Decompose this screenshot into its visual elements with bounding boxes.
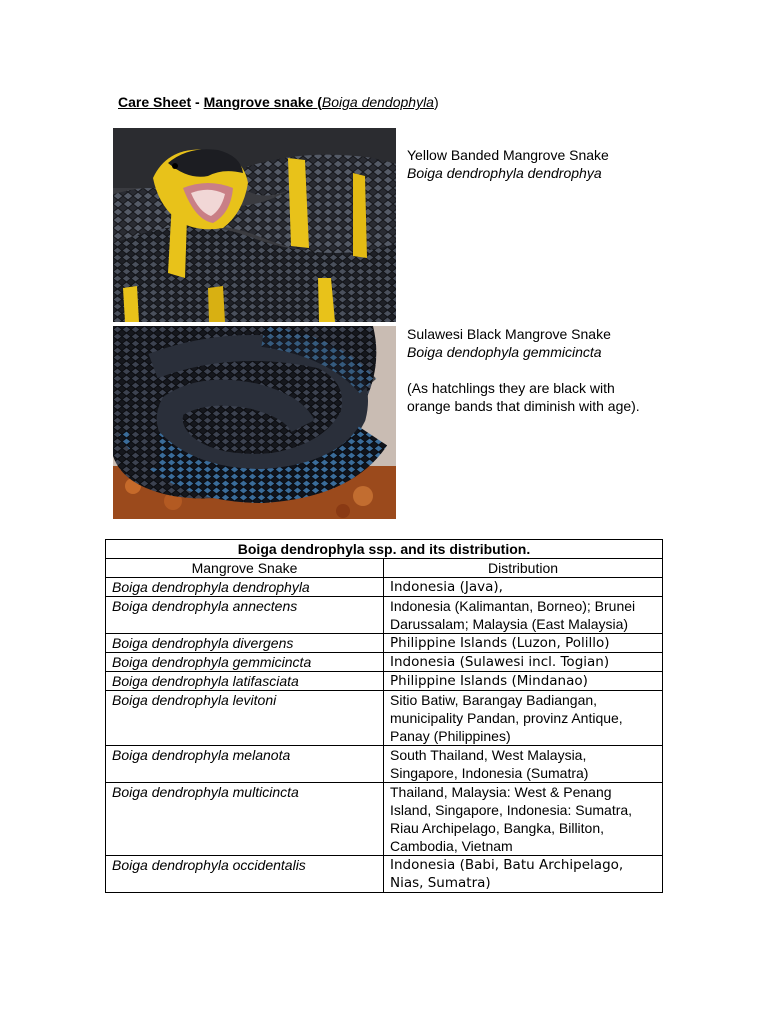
- table-row: [106, 783, 663, 856]
- caption-yellow-banded: [407, 146, 609, 182]
- yellow-banded-snake-photo: [113, 128, 396, 322]
- column-header-species: Mangrove Snake: [106, 559, 384, 578]
- table-row: [106, 746, 663, 783]
- table-row: [106, 653, 663, 672]
- distribution-cell: South Thailand, West Malaysia, Singapore, Indonesia (Sumatra): [384, 746, 663, 783]
- distribution-cell: Indonesia (Babi, Batu Archipelago, Nias, Sumatra): [384, 856, 663, 893]
- table-row: [106, 634, 663, 653]
- black-mangrove-snake-photo: [113, 326, 396, 519]
- table-row: [106, 672, 663, 691]
- scientific-name: Boiga dendrophyla dendrophya: [407, 165, 602, 181]
- species-cell: Boiga dendrophyla occidentalis: [106, 856, 384, 893]
- common-name: Sulawesi Black Mangrove Snake: [407, 326, 611, 342]
- distribution-cell: Sitio Batiw, Barangay Badiangan, municipality Pandan, provinz Antique, Panay (Philippines): [384, 691, 663, 746]
- distribution-cell: Philippine Islands (Luzon, Polillo): [384, 634, 663, 653]
- distribution-cell: Indonesia (Kalimantan, Borneo); Brunei Darussalam; Malaysia (East Malaysia): [384, 597, 663, 634]
- distribution-cell: Philippine Islands (Mindanao): [384, 672, 663, 691]
- caption-black-mangrove: [407, 325, 642, 415]
- page-title: Care Sheet - Mangrove snake (Boiga dendophyla): [118, 94, 439, 110]
- distribution-cell: Indonesia (Sulawesi incl. Togian): [384, 653, 663, 672]
- species-cell: Boiga dendrophyla melanota: [106, 746, 384, 783]
- hatchling-note: (As hatchlings they are black with orange bands that diminish with age).: [407, 380, 640, 414]
- common-name: Yellow Banded Mangrove Snake: [407, 147, 609, 163]
- species-cell: Boiga dendrophyla annectens: [106, 597, 384, 634]
- distribution-cell: Indonesia (Java),: [384, 578, 663, 597]
- distribution-table: [105, 539, 663, 893]
- species-cell: Boiga dendrophyla gemmicincta: [106, 653, 384, 672]
- table-row: [106, 856, 663, 893]
- species-cell: Boiga dendrophyla levitoni: [106, 691, 384, 746]
- table-row: [106, 597, 663, 634]
- scientific-name: Boiga dendophyla gemmicincta: [407, 344, 602, 360]
- column-header-distribution: Distribution: [384, 559, 663, 578]
- species-cell: Boiga dendrophyla latifasciata: [106, 672, 384, 691]
- distribution-cell: Thailand, Malaysia: West & Penang Island, Singapore, Indonesia: Sumatra, Riau Archipelago, Bangka, Billiton, Cambodia, Vietnam: [384, 783, 663, 856]
- table-row: [106, 691, 663, 746]
- table-title: Boiga dendrophyla ssp. and its distribution.: [106, 540, 663, 559]
- species-cell: Boiga dendrophyla multicincta: [106, 783, 384, 856]
- table-row: [106, 578, 663, 597]
- species-cell: Boiga dendrophyla dendrophyla: [106, 578, 384, 597]
- species-cell: Boiga dendrophyla divergens: [106, 634, 384, 653]
